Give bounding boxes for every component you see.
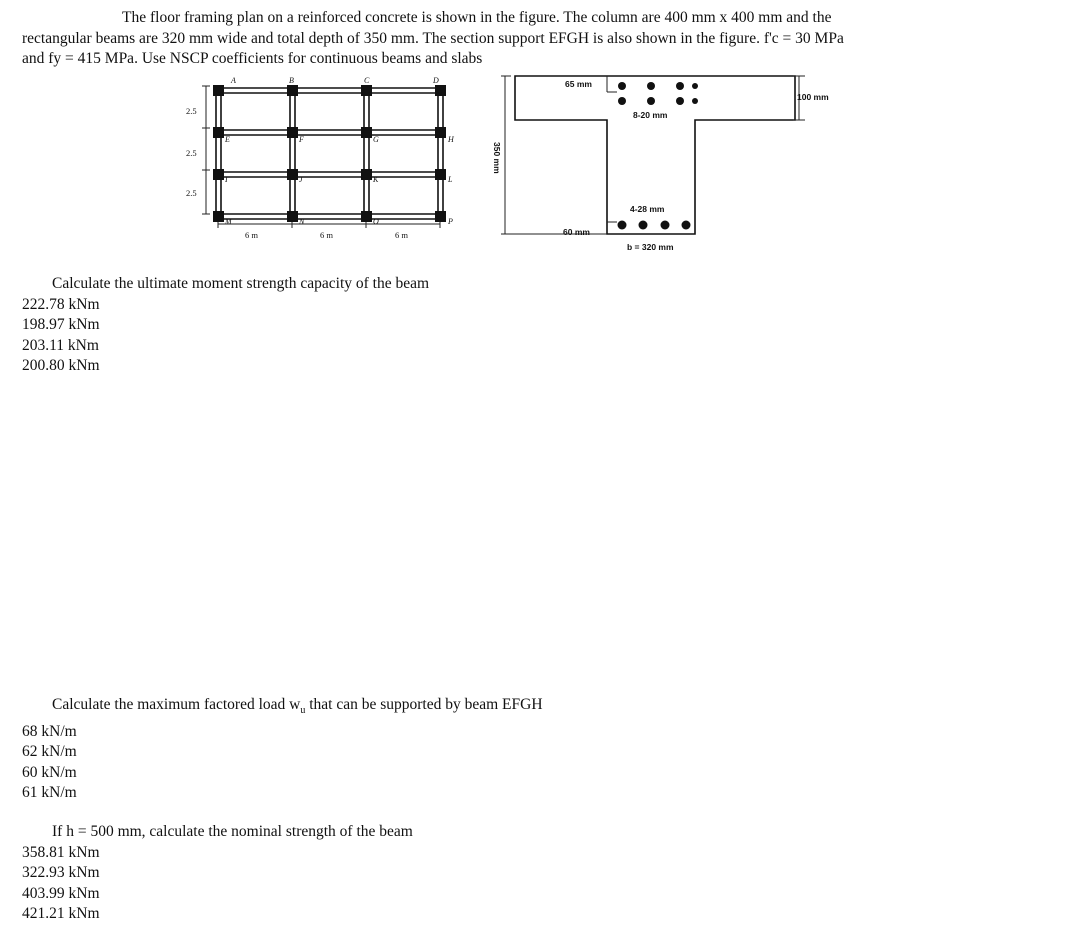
floor-framing-plan	[170, 72, 470, 252]
plan-label-K: K	[373, 175, 379, 184]
top-bar	[692, 98, 698, 104]
column-E	[213, 127, 224, 138]
plan-label-L: L	[448, 175, 453, 184]
bottom-bar	[618, 221, 627, 230]
column-H	[435, 127, 446, 138]
plan-label-E: E	[225, 135, 230, 144]
plan-span-y-1: 2.5	[186, 106, 197, 116]
column-G	[361, 127, 372, 138]
top-bar	[618, 97, 626, 105]
bottom-bar	[682, 221, 691, 230]
plan-label-A: A	[231, 76, 236, 85]
plan-label-O: O	[373, 217, 379, 226]
top-bar	[676, 97, 684, 105]
plan-label-G: G	[373, 135, 379, 144]
plan-span-y-2: 2.5	[186, 148, 197, 158]
plan-label-F: F	[299, 135, 304, 144]
plan-label-J: J	[299, 175, 303, 184]
plan-label-P: P	[448, 217, 453, 226]
column-L	[435, 169, 446, 180]
column-K	[361, 169, 372, 180]
plan-label-N: N	[299, 217, 305, 226]
question-1-option-4[interactable]: 200.80 kNm	[22, 357, 100, 374]
question-2-option-1[interactable]: 68 kN/m	[22, 722, 77, 740]
problem-statement	[22, 8, 1022, 70]
column-A	[213, 85, 224, 96]
top-bar	[692, 83, 698, 89]
question-3-option-4[interactable]: 421.21 kNm	[22, 905, 100, 922]
question-2-text: Calculate the maximum factored load $w_u$ that can be supported by beam EFGH	[52, 696, 543, 717]
column-F	[287, 127, 298, 138]
plan-span-x-3: 6 m	[395, 230, 408, 240]
question-3-option-2[interactable]: 322.93 kNm	[22, 864, 100, 881]
column-B	[287, 85, 298, 96]
plan-label-H: H	[448, 135, 454, 144]
problem-line-1: The floor framing plan on a reinforced concrete is shown in the figure. The column are 400 mm x 400 mm and the	[122, 9, 832, 26]
plan-span-x-2: 6 m	[320, 230, 333, 240]
plan-label-D: D	[433, 76, 439, 85]
plan-label-B: B	[289, 76, 294, 85]
top-bar	[647, 97, 655, 105]
question-2-option-4[interactable]: 61 kN/m	[22, 784, 77, 802]
question-2-option-2[interactable]: 62 kN/m	[22, 743, 77, 761]
plan-label-I: I	[225, 175, 228, 184]
question-1-option-1[interactable]: 222.78 kNm	[22, 295, 100, 313]
question-2-option-3[interactable]: 60 kN/m	[22, 763, 77, 781]
question-3-option-1[interactable]: 358.81 kNm	[22, 843, 100, 861]
bottom-bar	[639, 221, 648, 230]
column-D	[435, 85, 446, 96]
bottom-bar	[661, 221, 670, 230]
plan-span-y-3: 2.5	[186, 188, 197, 198]
bottom-cover-label: 60 mm	[563, 227, 590, 237]
question-3	[22, 822, 413, 925]
problem-line-2: rectangular beams are 320 mm wide and total depth of 350 mm. The section support EFGH is also shown in the figure. f'c = 30 MPa	[22, 29, 844, 47]
question-1	[22, 274, 429, 377]
column-M	[213, 211, 224, 222]
top-cover-label: 65 mm	[565, 79, 592, 89]
column-J	[287, 169, 298, 180]
problem-line-3: and fy = 415 MPa. Use NSCP coefficients for continuous beams and slabs	[22, 50, 483, 67]
plan-label-C: C	[364, 76, 370, 85]
top-bars-label: 8-20 mm	[633, 110, 668, 120]
question-3-text: If h = 500 mm, calculate the nominal strength of the beam	[52, 823, 413, 840]
bottom-bars-label: 4-28 mm	[630, 204, 665, 214]
depth-label: 350 mm	[492, 142, 502, 174]
plan-span-x-1: 6 m	[245, 230, 258, 240]
column-I	[213, 169, 224, 180]
width-label: b = 320 mm	[627, 242, 674, 252]
question-3-option-3[interactable]: 403.99 kNm	[22, 884, 100, 902]
top-bar	[618, 82, 626, 90]
column-P	[435, 211, 446, 222]
column-O	[361, 211, 372, 222]
slab-thickness-label: 100 mm	[797, 92, 829, 102]
top-bar	[647, 82, 655, 90]
plan-label-M: M	[225, 217, 232, 226]
top-bar	[676, 82, 684, 90]
question-1-option-2[interactable]: 198.97 kNm	[22, 316, 100, 333]
column-N	[287, 211, 298, 222]
question-1-text: Calculate the ultimate moment strength capacity of the beam	[52, 275, 430, 292]
question-1-option-3[interactable]: 203.11 kNm	[22, 336, 99, 354]
question-2	[22, 695, 543, 804]
column-C	[361, 85, 372, 96]
t-beam-section	[485, 72, 845, 257]
